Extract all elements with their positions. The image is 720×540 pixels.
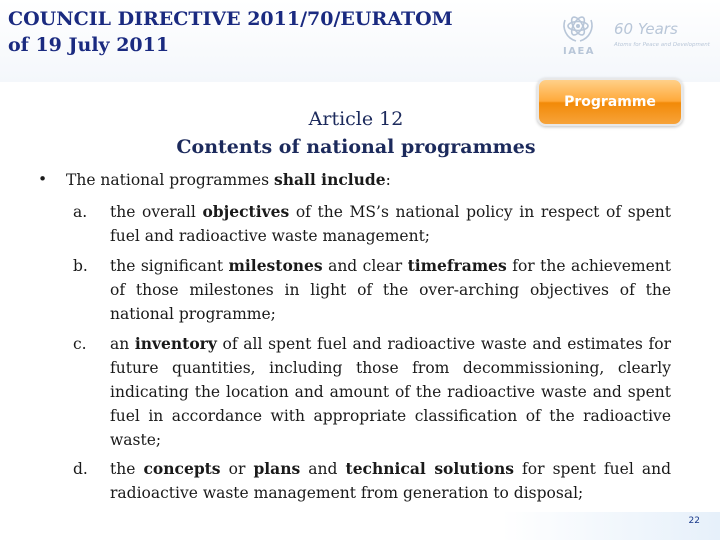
list-item-text (110, 254, 671, 326)
text-segment: of all spent fuel and radioactive waste and estimates for future quantities, including those from decommissioning, clearly indicating the location and amount of the radioactive waste and spent fuel in accordance with appropriate classification of the radioactive waste; (110, 335, 671, 449)
text-segment: for spent fuel and radioactive waste management from generation to disposal; (110, 460, 672, 502)
anniversary-tagline: Atoms for Peace and Development (614, 42, 710, 48)
text-segment-bold: plans (253, 459, 301, 478)
footer-bar (502, 512, 720, 540)
anniversary-label: 60 Years (614, 20, 678, 38)
text-segment: the overall (110, 203, 203, 221)
article-number: Article 12 (308, 108, 404, 130)
text-segment-bold: concepts (143, 459, 221, 478)
text-segment: the (110, 460, 144, 478)
intro-text-part: The national programmes (66, 171, 274, 189)
text-segment: or (220, 460, 254, 478)
text-segment: an (110, 335, 135, 353)
page-number: 22 (688, 516, 700, 526)
title-line-2: of 19 July 2011 (8, 34, 170, 56)
list-item-text (110, 457, 671, 505)
iaea-logo-text: IAEA (563, 46, 596, 57)
text-segment: of the MS’s national policy in respect of spent fuel and radioactive waste management; (110, 203, 671, 245)
list-item-text (110, 332, 671, 452)
programme-button-label: Programme (564, 94, 656, 110)
text-segment: and clear (322, 257, 408, 275)
page-title (8, 6, 453, 58)
text-segment-bold: timeframes (407, 256, 507, 275)
intro-text (66, 170, 666, 189)
text-segment-bold: objectives (202, 202, 290, 221)
intro-text-end: : (385, 171, 391, 189)
title-line-1: COUNCIL DIRECTIVE 2011/70/EURATOM (8, 8, 453, 30)
text-segment-bold: technical solutions (345, 459, 514, 478)
text-segment: for the achievement of those milestones in light of the over-arching objectives of the national programme; (110, 257, 671, 323)
text-segment-bold: milestones (228, 256, 323, 275)
text-segment: and (300, 460, 346, 478)
text-segment-bold: inventory (134, 334, 217, 353)
bullet-marker: • (38, 170, 48, 188)
intro-text-bold: shall include (273, 170, 386, 189)
list-item-label: a. (73, 203, 88, 221)
list-item-label: d. (73, 460, 88, 478)
article-heading: Contents of national programmes (176, 136, 536, 158)
list-item-label: b. (73, 257, 88, 275)
text-segment: the significant (110, 257, 229, 275)
list-item-text (110, 200, 671, 248)
list-item-label: c. (73, 335, 87, 353)
